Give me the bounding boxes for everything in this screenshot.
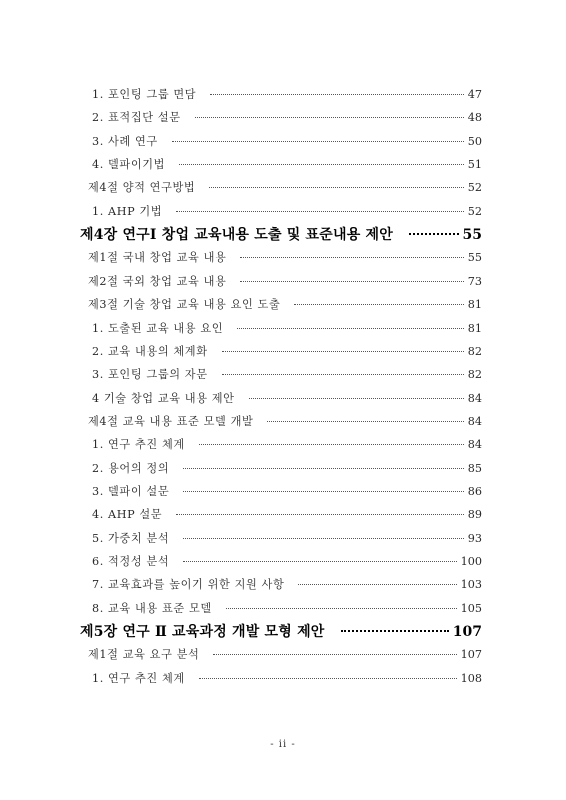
- toc-entry-page-number: 84: [467, 414, 482, 428]
- toc-entry-label: 1. 연구 추진 체계: [92, 438, 185, 452]
- toc-entry-label: 6. 적정성 분석: [92, 555, 170, 568]
- toc-entry-label: 제4절 교육 내용 표준 모델 개발: [88, 414, 254, 428]
- toc-entry-page-number: 82: [467, 368, 482, 382]
- toc-entry-label: 4. AHP 설문: [92, 508, 163, 522]
- toc-dot-leader: [176, 514, 464, 515]
- toc-entry-section[interactable]: [88, 413, 482, 429]
- toc-entry-label: 3. 사례 연구: [92, 134, 158, 148]
- toc-entry-chapter[interactable]: [80, 621, 482, 641]
- toc-entry-chapter[interactable]: [80, 224, 482, 244]
- toc-dot-leader: [249, 398, 464, 399]
- toc-entry-label: 5. 가중치 분석: [92, 531, 170, 545]
- toc-entry-label: 2. 교육 내용의 체계화: [92, 344, 208, 358]
- toc-entry-item[interactable]: [92, 390, 482, 406]
- toc-entry-label: 3. 포인팅 그룹의 자문: [92, 368, 208, 382]
- toc-entry-item[interactable]: [92, 320, 482, 336]
- toc-entry-label: 제3절 기술 창업 교육 내용 요인 도출: [88, 298, 281, 312]
- toc-entry-page-number: 48: [467, 111, 482, 125]
- toc-entry-item[interactable]: [92, 156, 482, 172]
- toc-entry-page-number: 105: [460, 601, 482, 615]
- toc-entry-section[interactable]: [88, 646, 482, 662]
- toc-entry-page-number: 93: [467, 531, 482, 545]
- page-number: - ii -: [270, 739, 296, 750]
- toc-dot-leader: [240, 281, 463, 282]
- toc-dot-leader: [222, 351, 464, 352]
- toc-entry-label: 제4장 연구Ⅰ 창업 교육내용 도출 및 표준내용 제안: [80, 227, 393, 244]
- toc-entry-label: 4 기술 창업 교육 내용 제안: [92, 391, 235, 405]
- toc-entry-label: 1. 포인팅 그룹 면담: [92, 88, 197, 101]
- toc-entry-page-number: 107: [452, 624, 482, 641]
- toc-entry-label: 3. 델파이 설문: [92, 484, 170, 498]
- toc-entry-label: 1. 도출된 교육 내용 요인: [92, 321, 224, 335]
- toc-entry-label: 제4절 양적 연구방법: [88, 181, 196, 195]
- toc-entry-label: 7. 교육효과를 높이기 위한 지원 사항: [92, 578, 285, 592]
- toc-entry-page-number: 51: [467, 158, 482, 172]
- toc-entry-page-number: 52: [467, 181, 482, 195]
- toc-dot-leader: [294, 304, 463, 305]
- toc-dot-leader: [176, 211, 464, 212]
- toc-entry-section[interactable]: [88, 296, 482, 312]
- toc-dot-leader: [341, 630, 449, 632]
- toc-entry-item[interactable]: [92, 343, 482, 359]
- toc-entry-page-number: 100: [460, 555, 482, 568]
- toc-entry-label: 제2절 국외 창업 교육 내용: [88, 274, 227, 288]
- toc-entry-page-number: 81: [467, 298, 482, 312]
- toc-entry-page-number: 50: [467, 134, 482, 148]
- toc-entry-item[interactable]: [92, 553, 482, 569]
- toc-entry-item[interactable]: [92, 670, 482, 686]
- toc-dot-leader: [195, 117, 464, 118]
- toc-entry-page-number: 52: [467, 204, 482, 218]
- toc-entry-item[interactable]: [92, 576, 482, 592]
- toc-entry-label: 8. 교육 내용 표준 모델: [92, 601, 212, 615]
- toc-entry-item[interactable]: [92, 203, 482, 219]
- toc-dot-leader: [210, 94, 464, 95]
- toc-dot-leader: [179, 164, 464, 165]
- toc-entry-page-number: 73: [467, 274, 482, 288]
- toc-entry-label: 제1절 국내 창업 교육 내용: [88, 251, 227, 265]
- toc-entry-label: 1. 연구 추진 체계: [92, 671, 185, 685]
- toc-entry-label: 4. 델파이기법: [92, 158, 166, 172]
- toc-entry-item[interactable]: [92, 460, 482, 476]
- toc-entry-label: 제1절 교육 요구 분석: [88, 648, 200, 662]
- toc-dot-leader: [199, 678, 457, 679]
- toc-dot-leader: [222, 374, 464, 375]
- toc-entry-item[interactable]: [92, 366, 482, 382]
- toc-entry-label: 2. 표적집단 설문: [92, 111, 181, 125]
- toc-entry-page-number: 89: [467, 508, 482, 522]
- toc-entry-page-number: 86: [467, 484, 482, 498]
- toc-entry-page-number: 103: [460, 578, 482, 592]
- toc-entry-page-number: 55: [462, 227, 482, 244]
- toc-entry-page-number: 84: [467, 438, 482, 452]
- toc-entry-item[interactable]: [92, 109, 482, 125]
- toc-entry-page-number: 47: [467, 88, 482, 101]
- toc-dot-leader: [183, 561, 456, 562]
- toc-entry-item[interactable]: [92, 506, 482, 522]
- toc-dot-leader: [298, 584, 456, 585]
- toc-entry-page-number: 82: [467, 344, 482, 358]
- toc-entry-page-number: 108: [460, 671, 482, 685]
- toc-dot-leader: [183, 538, 464, 539]
- toc-entry-item[interactable]: [92, 600, 482, 616]
- toc-dot-leader: [213, 654, 456, 655]
- toc-entry-item[interactable]: [92, 86, 482, 102]
- toc-dot-leader: [226, 608, 457, 609]
- toc-entry-item[interactable]: [92, 530, 482, 546]
- toc-entry-section[interactable]: [88, 249, 482, 265]
- toc-dot-leader: [172, 141, 464, 142]
- toc-entry-section[interactable]: [88, 273, 482, 289]
- toc-entry-page-number: 107: [460, 648, 482, 662]
- toc-entry-label: 2. 용어의 정의: [92, 461, 170, 475]
- toc-entry-label: 1. AHP 기법: [92, 204, 163, 218]
- toc-entry-item[interactable]: [92, 436, 482, 452]
- toc-dot-leader: [183, 468, 464, 469]
- toc-dot-leader: [267, 421, 463, 422]
- toc-entry-item[interactable]: [92, 483, 482, 499]
- toc-entry-page-number: 81: [467, 321, 482, 335]
- toc-dot-leader: [237, 328, 464, 329]
- toc-entry-label: 제5장 연구 Ⅱ 교육과정 개발 모형 제안: [80, 624, 325, 641]
- toc-dot-leader: [409, 233, 459, 235]
- toc-dot-leader: [240, 257, 463, 258]
- toc-entry-item[interactable]: [92, 133, 482, 149]
- toc-dot-leader: [183, 491, 464, 492]
- toc-entry-page-number: 84: [467, 391, 482, 405]
- toc-entry-section[interactable]: [88, 179, 482, 195]
- toc-dot-leader: [199, 444, 464, 445]
- toc-dot-leader: [209, 187, 463, 188]
- toc-entry-page-number: 85: [467, 461, 482, 475]
- toc-entry-page-number: 55: [467, 251, 482, 265]
